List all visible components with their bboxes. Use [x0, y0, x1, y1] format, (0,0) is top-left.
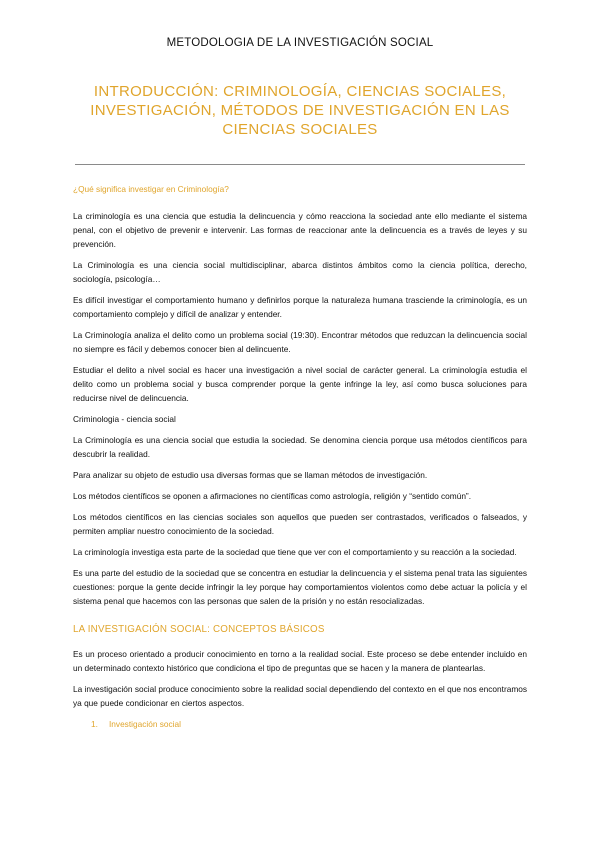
- document-body: [73, 182, 527, 738]
- section-heading: LA INVESTIGACIÓN SOCIAL: CONCEPTOS BÁSICOS: [73, 624, 325, 635]
- paragraph: Es difícil investigar el comportamiento humano y definirlos porque la naturaleza humana trasciende la criminología, es un comportamiento complejo y difícil de analizar y entender.: [73, 295, 527, 319]
- paragraph: Es una parte del estudio de la sociedad que se concentra en estudiar la delincuencia y el sistema penal trata las siguientes cuestiones: porque la gente decide infringir la ley porque hay comportamientos violentos como debe actuar la policía y el sistema penal que hacemos con las personas que salen de la prisión y no están resocializadas.: [73, 568, 527, 606]
- paragraph: Es un proceso orientado a producir conocimiento en torno a la realidad social. Este proceso se debe entender incluido en un determinado contexto histórico que condiciona el tipo de preguntas que se hacen y la manera de plantearlas.: [73, 649, 527, 673]
- document-title: INTRODUCCIÓN: CRIMINOLOGÍA, CIENCIAS SOCIALES, INVESTIGACIÓN, MÉTODOS DE INVESTIGACIÓN EN LAS CIENCIAS SOCIALES: [90, 83, 510, 138]
- list-number: 1.: [91, 719, 98, 729]
- paragraph: La investigación social produce conocimiento sobre la realidad social dependiendo del contexto en el que nos encontramos ya que puede condicionar en ciertos aspectos.: [73, 684, 527, 708]
- paragraph: Los métodos científicos en las ciencias sociales son aquellos que pueden ser contrastados, verificados o falseados, y permiten ampliar nuestro conocimiento de la sociedad.: [73, 512, 527, 536]
- paragraph: La criminología investiga esta parte de la sociedad que tiene que ver con el comportamiento y su reacción a la sociedad.: [73, 547, 517, 557]
- paragraph: La Criminología analiza el delito como un problema social (19:30). Encontrar métodos que reduzcan la delincuencia social no siempre es fácil y debemos conocer bien al delincuente.: [73, 330, 527, 354]
- paragraph: La Criminología es una ciencia social multidisciplinar, abarca distintos ámbitos como la ciencia política, derecho, sociología, psicología…: [73, 260, 527, 284]
- list-label: Investigación social: [109, 719, 181, 729]
- paragraph: Los métodos científicos se oponen a afirmaciones no científicas como astrología, religión y “sentido común”.: [73, 491, 471, 501]
- paragraph: Para analizar su objeto de estudio usa diversas formas que se llaman métodos de investigación.: [73, 470, 428, 480]
- title-divider: [75, 164, 525, 165]
- question-heading: ¿Qué significa investigar en Criminología?: [73, 184, 229, 194]
- list-item: [73, 717, 527, 731]
- subheading: Criminologia - ciencia social: [73, 414, 176, 424]
- paragraph: La Criminología es una ciencia social que estudia la sociedad. Se denomina ciencia porque usa métodos científicos para descubrir la realidad.: [73, 435, 527, 459]
- page-header: METODOLOGIA DE LA INVESTIGACIÓN SOCIAL: [166, 37, 434, 49]
- paragraph: La criminología es una ciencia que estudia la delincuencia y cómo reacciona la sociedad ante ello mediante el sistema penal, con el objetivo de prevenir e intervenir. Las formas de reaccionar ante la delincuencia es a través de leyes y su prevención.: [73, 211, 527, 249]
- paragraph: Estudiar el delito a nivel social es hacer una investigación a nivel social de carácter general. La criminología estudia el delito como un problema social y busca comprender porque la gente infringe la ley, así como busca soluciones para reducirse nivel de delincuencia.: [73, 365, 527, 403]
